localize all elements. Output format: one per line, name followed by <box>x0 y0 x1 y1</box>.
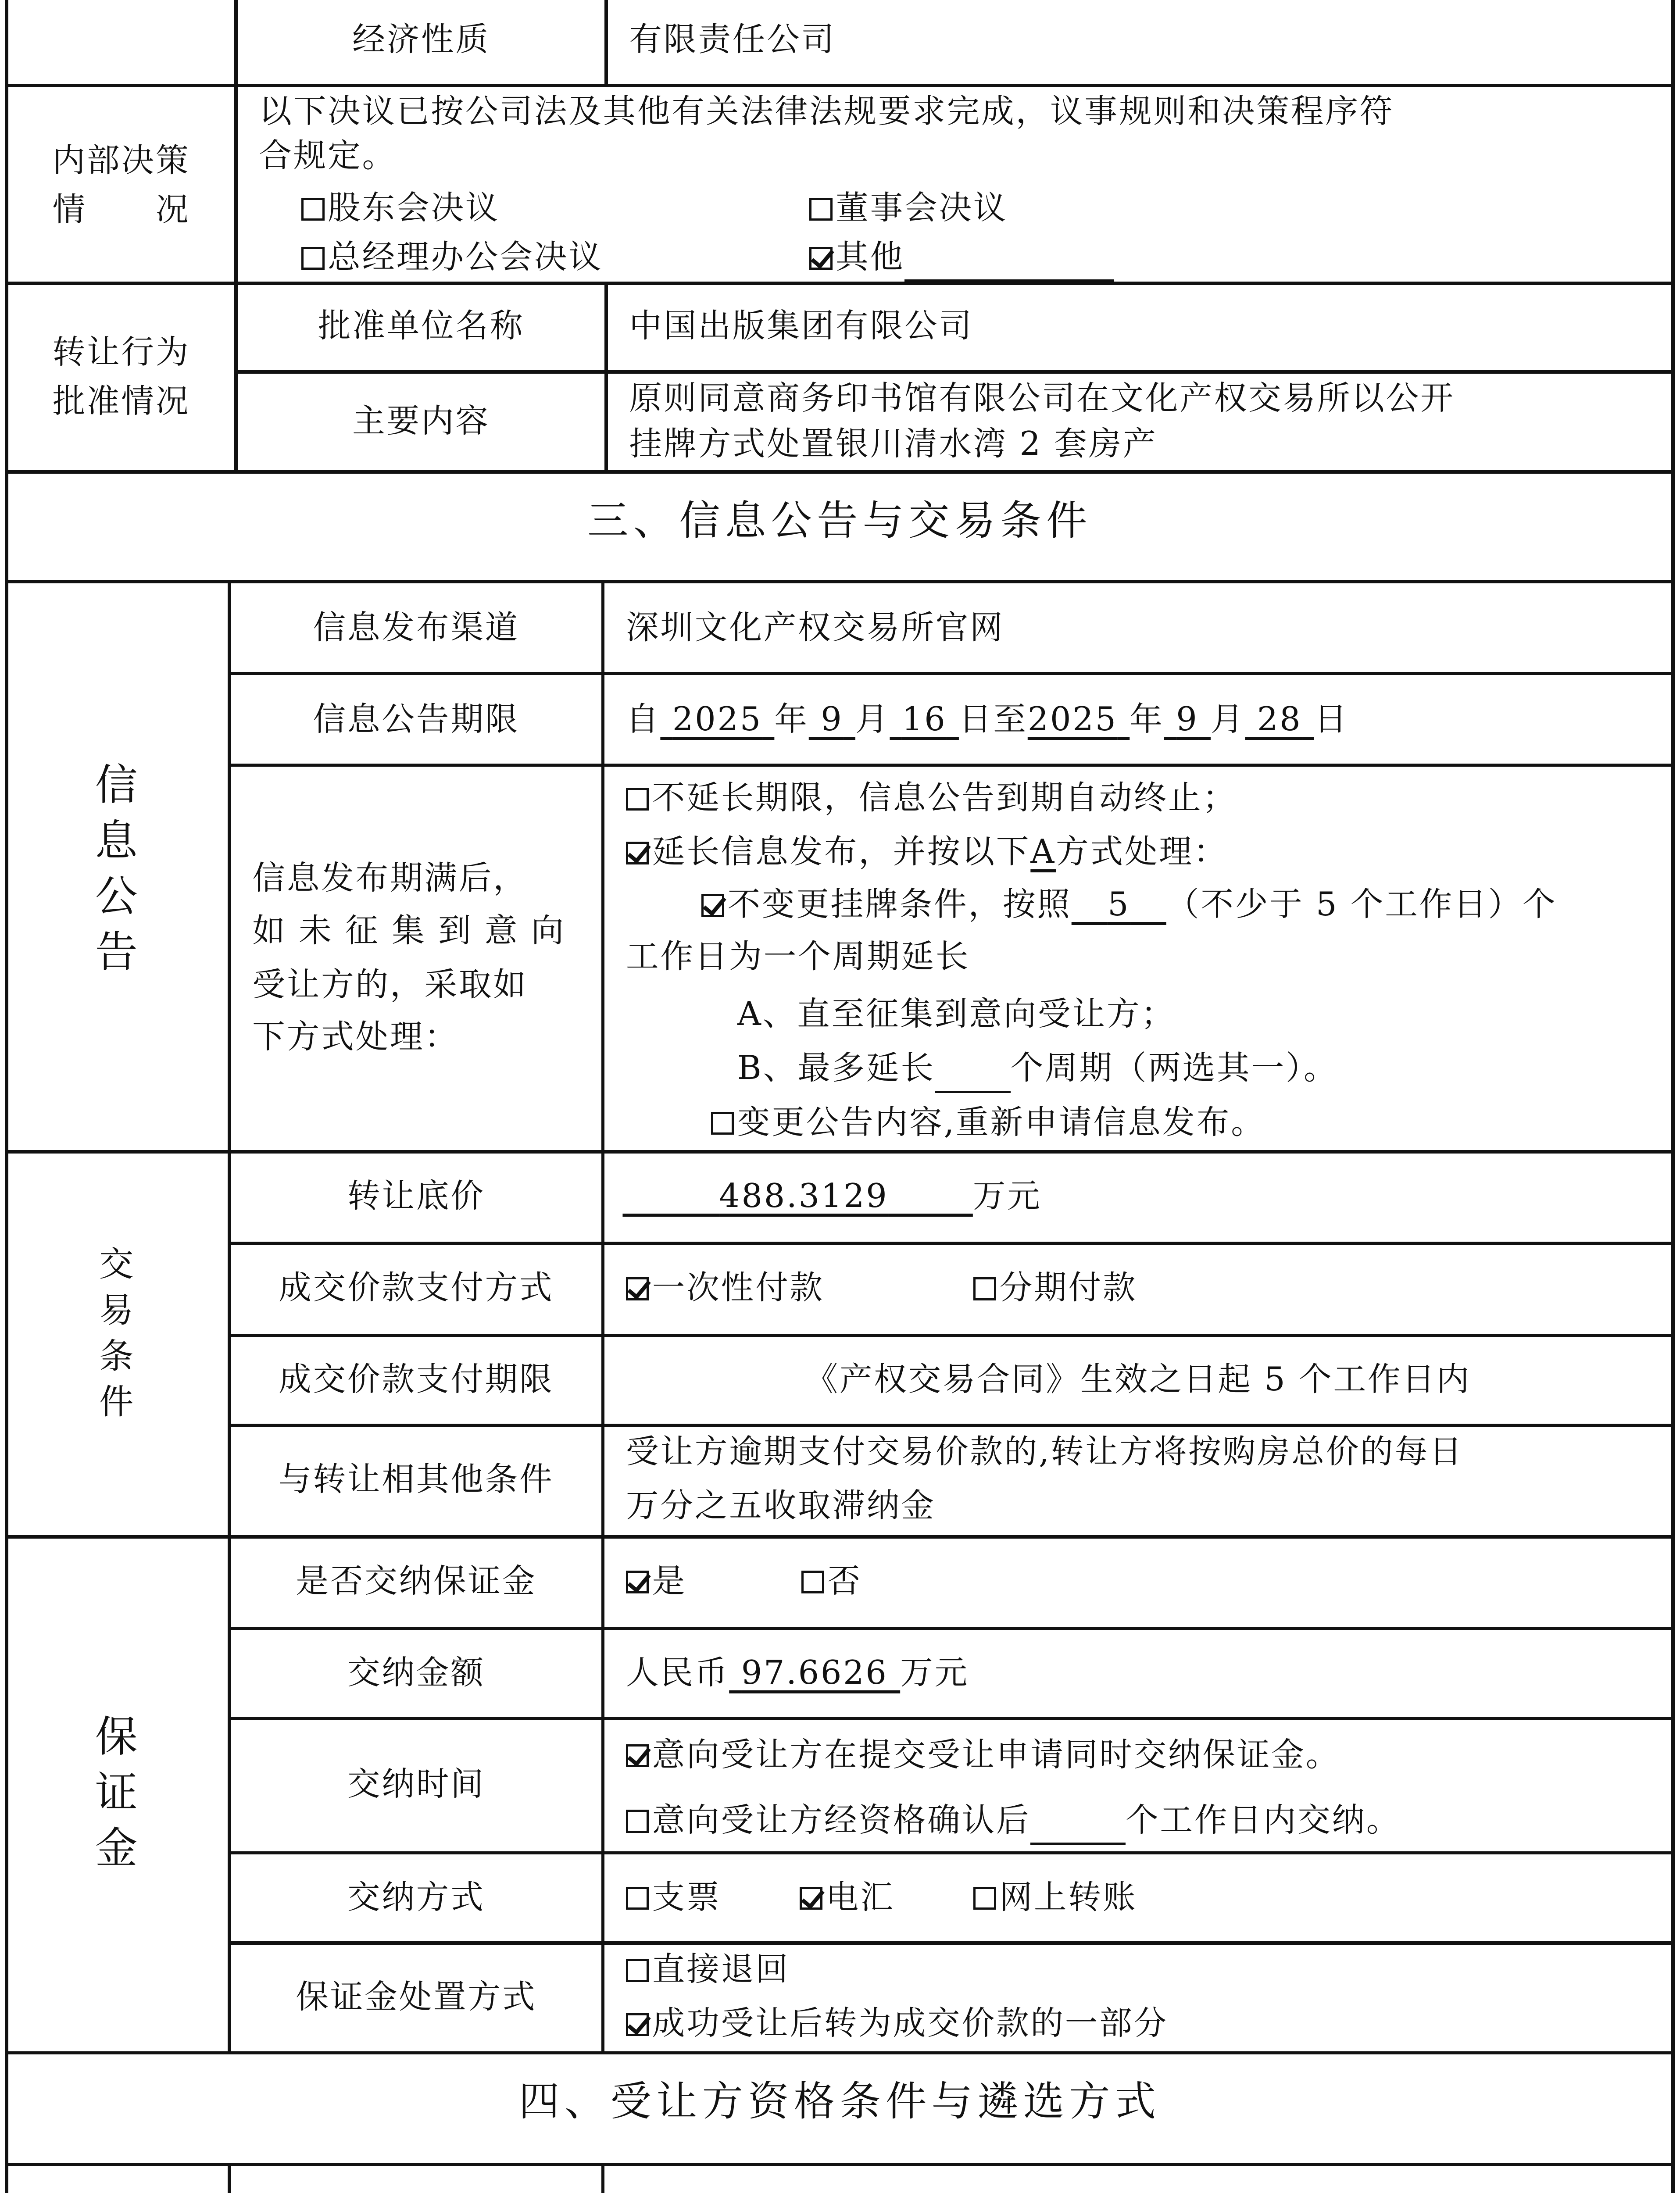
option-label: 否 <box>827 1561 862 1600</box>
cycle-days <box>1072 885 1166 923</box>
start-year-value: 2025 <box>672 700 762 738</box>
pay-lump-option[interactable] <box>626 1263 824 1312</box>
divider <box>601 580 604 2051</box>
divider <box>234 0 237 470</box>
deposit-no-checkbox[interactable] <box>801 1571 824 1593</box>
divider <box>5 282 1674 285</box>
dispose-convert-option[interactable] <box>626 1999 1168 2048</box>
dispose-return-option[interactable] <box>626 1945 790 1994</box>
deposit-dispose-label: 保证金处置方式 <box>296 1978 537 2016</box>
other-checkbox[interactable] <box>809 247 832 270</box>
option-label: 一次性付款 <box>652 1268 824 1307</box>
option-label: 个周期（两选其一）。 <box>1010 1049 1338 1087</box>
internal-decision-label: 情 况 <box>52 190 190 229</box>
method-online-checkbox[interactable] <box>973 1887 996 1910</box>
divider <box>604 0 608 84</box>
info-group-label: 信息公告 <box>95 760 138 977</box>
pay-install-option[interactable] <box>973 1263 1137 1312</box>
period-text: 月 <box>1210 700 1245 738</box>
start-day <box>890 700 958 738</box>
no-extend-option[interactable] <box>626 773 1237 822</box>
info-period-label: 信息公告期限 <box>313 700 520 738</box>
floor-price-unit: 万元 <box>972 1176 1042 1215</box>
pay-term-label: 成交价款支付期限 <box>279 1360 554 1399</box>
divider <box>228 672 1674 675</box>
approval-content-value: 挂牌方式处置银川清水湾 2 套房产 <box>629 425 1158 463</box>
option-label: 个工作日内交纳。 <box>1125 1800 1401 1839</box>
divider <box>5 580 1674 583</box>
dispose-return-checkbox[interactable] <box>626 1959 649 1982</box>
option-label: 意向受让方经资格确认后 <box>652 1800 1031 1839</box>
option-label: 其他 <box>836 238 904 276</box>
info-period-value <box>626 695 1348 744</box>
deposit-amount-value <box>626 1648 969 1697</box>
deposit-time-option-1[interactable] <box>626 1730 1340 1779</box>
period-text: 年 <box>774 700 809 738</box>
info-channel-value: 深圳文化产权交易所官网 <box>626 608 1004 646</box>
floor-price-value <box>622 1172 1041 1221</box>
deposit-time-checkbox-1[interactable] <box>626 1744 649 1767</box>
deposit-group-label: 保证金 <box>95 1712 138 1873</box>
option-label: 总经理办公会决议 <box>328 238 603 276</box>
period-text: 日 <box>1314 700 1349 738</box>
approval-label: 批准情况 <box>52 382 190 421</box>
end-month-value: 9 <box>1176 700 1199 738</box>
option-label: 方式处理： <box>1056 832 1228 871</box>
economic-nature-value: 有限责任公司 <box>629 20 836 58</box>
start-day-value: 16 <box>901 700 947 738</box>
method-check-checkbox[interactable] <box>626 1887 649 1910</box>
approval-unit-value: 中国出版集团有限公司 <box>629 307 973 345</box>
floor-price-label: 转让底价 <box>347 1176 485 1215</box>
divider <box>228 1242 1674 1245</box>
deposit-amount <box>729 1654 900 1692</box>
end-day <box>1245 700 1314 738</box>
divider <box>5 1150 1674 1153</box>
divider <box>228 1941 1674 1944</box>
same-conditions-text: 工作日为一个周期延长 <box>626 937 970 976</box>
option-label: （不少于 5 个工作日）个 <box>1166 885 1557 923</box>
cycle-days-value: 5 <box>1108 885 1130 923</box>
period-text: 月 <box>855 700 890 738</box>
approval-content-value: 原则同意商务印书馆有限公司在文化产权交易所以公开 <box>629 379 1455 417</box>
shareholder-resolution-option[interactable] <box>301 183 500 232</box>
amount-prefix: 人民币 <box>626 1653 729 1692</box>
deposit-days-blank[interactable] <box>1030 1807 1126 1845</box>
expiry-label: 下方式处理： <box>252 1018 459 1056</box>
amount-unit: 万元 <box>900 1653 969 1692</box>
divider <box>228 1424 1674 1427</box>
border-left <box>5 0 8 2193</box>
trade-group-label: 交易条件 <box>99 1244 134 1422</box>
deposit-no-option[interactable] <box>801 1557 862 1606</box>
dispose-convert-checkbox[interactable] <box>626 2013 649 2036</box>
divider <box>228 764 1674 767</box>
expiry-label: 如 未 征 集 到 意 向 <box>252 911 566 950</box>
start-year <box>660 700 774 738</box>
max-cycles-blank[interactable] <box>935 1054 1011 1093</box>
divider <box>5 2051 1674 2054</box>
no-extend-checkbox[interactable] <box>626 788 649 811</box>
other-conditions-value: 受让方逾期支付交易价款的,转让方将按购房总价的每日 <box>626 1432 1464 1471</box>
divider <box>234 370 1674 373</box>
deposit-yes-checkbox[interactable] <box>626 1571 649 1593</box>
option-label: 变更公告内容,重新申请信息发布。 <box>737 1103 1265 1141</box>
deposit-time-label: 交纳时间 <box>347 1764 485 1803</box>
change-checkbox[interactable] <box>711 1112 734 1135</box>
divider <box>5 2163 1674 2166</box>
extend-option[interactable] <box>626 827 1228 876</box>
other-option[interactable] <box>809 232 1114 282</box>
economic-nature-label: 经济性质 <box>352 20 490 58</box>
section-title: 四、受让方资格条件与遴选方式 <box>518 2078 1161 2126</box>
option-label: 网上转账 <box>999 1878 1137 1916</box>
end-month <box>1164 700 1211 738</box>
divider <box>228 1851 1674 1854</box>
period-text: 年 <box>1130 700 1164 738</box>
method-check-option[interactable] <box>626 1873 721 1922</box>
divider <box>228 580 231 2051</box>
change-option[interactable] <box>711 1098 1265 1147</box>
option-b-text <box>737 1043 1338 1093</box>
approval-label: 转让行为 <box>52 333 190 371</box>
option-label: 是 <box>652 1561 687 1600</box>
same-conditions-checkbox[interactable] <box>701 894 724 917</box>
end-day-value: 28 <box>1257 700 1302 738</box>
pay-term-value: 《产权交易合同》生效之日起 5 个工作日内 <box>805 1360 1471 1399</box>
divider <box>601 2163 604 2193</box>
option-label: 不变更挂牌条件，按照 <box>727 885 1072 923</box>
border-right <box>1671 0 1674 2193</box>
option-label: 董事会决议 <box>836 189 1008 227</box>
option-label: 直接退回 <box>652 1950 790 1988</box>
expiry-label: 受让方的，采取如 <box>252 965 528 1004</box>
pay-install-checkbox[interactable] <box>973 1277 996 1300</box>
other-conditions-label: 与转让相其他条件 <box>279 1460 554 1499</box>
option-label: 延长信息发布，并按以下 <box>652 832 1031 871</box>
deposit-time-checkbox-2[interactable] <box>626 1810 649 1832</box>
floor-price-amount <box>622 1177 972 1215</box>
option-label: 不延长期限，信息公告到期自动终止； <box>652 779 1237 817</box>
gm-meeting-option[interactable] <box>301 232 603 282</box>
deposit-amount-label: 交纳金额 <box>347 1653 485 1692</box>
option-label: B、最多延长 <box>737 1049 935 1087</box>
option-label: 支票 <box>652 1878 721 1916</box>
option-label: 意向受让方在提交受让申请同时交纳保证金。 <box>652 1735 1340 1774</box>
divider <box>228 1627 1674 1630</box>
method-online-option[interactable] <box>973 1873 1137 1922</box>
extend-mode-value: A <box>1030 832 1056 871</box>
deposit-time-option-2[interactable] <box>626 1796 1401 1845</box>
other-blank[interactable] <box>904 243 1114 282</box>
board-resolution-option[interactable] <box>809 183 1008 232</box>
deposit-need-label: 是否交纳保证金 <box>296 1561 537 1600</box>
method-wire-option[interactable] <box>800 1873 895 1922</box>
section-title: 三、信息公告与交易条件 <box>587 496 1092 545</box>
approval-content-label: 主要内容 <box>352 401 490 440</box>
start-month <box>809 700 855 738</box>
other-conditions-value: 万分之五收取滞纳金 <box>626 1486 936 1525</box>
method-wire-checkbox[interactable] <box>800 1887 822 1910</box>
option-label: 电汇 <box>826 1878 895 1916</box>
deposit-yes-option[interactable] <box>626 1557 686 1606</box>
option-label: 成功受让后转为成交价款的一部分 <box>652 2004 1169 2043</box>
start-month-value: 9 <box>821 700 844 738</box>
divider <box>228 2163 231 2193</box>
period-text: 自 <box>626 700 661 738</box>
end-year <box>1028 700 1130 738</box>
divider <box>5 1535 1674 1538</box>
period-text: 日至 <box>958 700 1028 738</box>
shareholder-resolution-checkbox[interactable] <box>301 198 324 221</box>
gm-meeting-checkbox[interactable] <box>301 247 324 270</box>
deposit-amount-number: 97.6626 <box>741 1653 888 1692</box>
divider <box>5 470 1674 473</box>
divider <box>604 282 608 470</box>
option-a-text: A、直至征集到意向受让方； <box>737 995 1176 1033</box>
deposit-method-label: 交纳方式 <box>347 1878 485 1916</box>
end-year-value: 2025 <box>1027 700 1118 738</box>
internal-decision-label: 内部决策 <box>52 141 190 180</box>
internal-decision-text: 合规定。 <box>259 136 397 175</box>
floor-price-number: 488.3129 <box>719 1176 889 1215</box>
info-channel-label: 信息发布渠道 <box>313 608 520 646</box>
pay-lump-checkbox[interactable] <box>626 1277 649 1300</box>
same-conditions-option[interactable] <box>701 880 1557 929</box>
option-label: 股东会决议 <box>328 189 500 227</box>
extend-checkbox[interactable] <box>626 842 649 864</box>
board-resolution-checkbox[interactable] <box>809 198 832 221</box>
divider <box>5 84 1674 87</box>
divider <box>228 1334 1674 1337</box>
option-label: 分期付款 <box>999 1268 1137 1307</box>
approval-unit-label: 批准单位名称 <box>318 307 525 345</box>
pay-method-label: 成交价款支付方式 <box>279 1268 554 1307</box>
divider <box>228 1717 1674 1720</box>
internal-decision-text: 以下决议已按公司法及其他有关法律法规要求完成，议事规则和决策程序符 <box>259 92 1394 130</box>
expiry-label: 信息发布期满后， <box>252 859 528 897</box>
